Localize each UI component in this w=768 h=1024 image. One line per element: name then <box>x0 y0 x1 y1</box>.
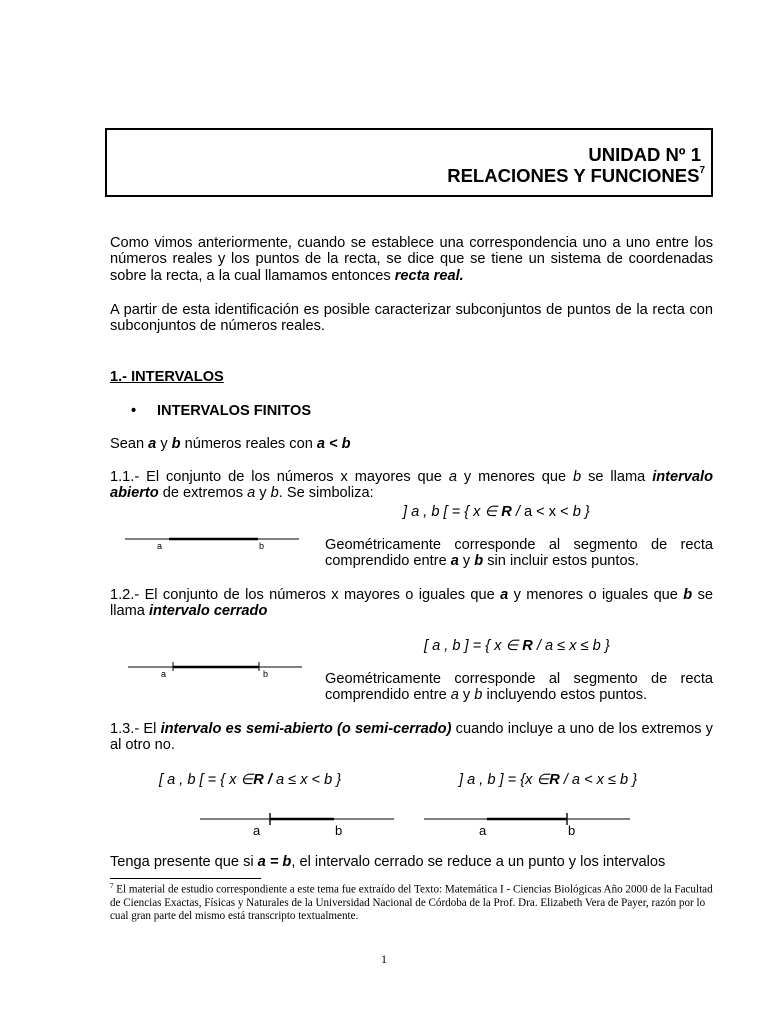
label-a: a <box>253 823 261 838</box>
open-interval-formula: ] a , b [ = { x ∈ R / a < x < b } <box>403 504 590 520</box>
open-interval-description: Geométricamente corresponde al segmento de recta comprendido entre a y b sin incluir estos puntos. <box>325 537 713 570</box>
label-a: a <box>161 669 167 679</box>
label-b: b <box>259 541 265 551</box>
label-b: b <box>263 669 269 679</box>
bullet-item: • INTERVALOS FINITOS <box>131 403 312 419</box>
open-interval-definition: 1.1.- El conjunto de los números x mayores que a y menores que b se llama intervalo abierto de extremos a y b. Se simboliza: <box>110 469 714 502</box>
half-open-left-formula: [ a , b [ = { x ∈R / a ≤ x < b } <box>159 772 342 788</box>
closed-interval-formula: [ a , b ] = { x ∈ R / a ≤ x ≤ b } <box>424 638 610 654</box>
bullet-icon: • <box>131 403 137 419</box>
section-heading: 1.- INTERVALOS <box>110 369 224 385</box>
label-a: a <box>479 823 487 838</box>
label-b: b <box>568 823 576 838</box>
half-open-right-diagram <box>424 812 634 832</box>
closed-interval-definition: 1.2.- El conjunto de los números x mayores o iguales que a y menores o iguales que b se llama intervalo cerrado <box>110 587 714 620</box>
closed-interval-description: Geométricamente corresponde al segmento de recta comprendido entre a y b incluyendo estos puntos. <box>325 671 713 704</box>
closed-interval-diagram <box>128 660 308 680</box>
half-open-interval-definition: 1.3.- El intervalo es semi-abierto (o semi-cerrado) cuando incluye a uno de los extremos y al otro no. <box>110 721 713 754</box>
intro-paragraph-2: A partir de esta identificación es posible caracterizar subconjuntos de puntos de la recta con subconjuntos de números reales. <box>110 302 713 335</box>
half-open-right-formula: ] a , b ] = {x ∈R / a < x ≤ b } <box>459 772 638 788</box>
footnote-separator <box>110 878 261 879</box>
title-box <box>105 128 713 197</box>
footnote: $^7$ El material de estudio correspondiente a este tema fue extraído del Texto: Matemática I - Ciencias Biológicas Año 2000 de la Facultad de Ciencias Exactas, Físicas y Naturales de la Universidad Nacional de Córdoba de la Prof. Dra. Elizabeth Vera de Payer, razón por lo cual gran parte del mismo está transcripto textualmente. <box>110 882 713 923</box>
unit-heading: UNIDAD Nº 1 <box>588 144 701 165</box>
sean-line: Sean a y b números reales con a < b <box>110 436 351 452</box>
open-interval-diagram <box>125 532 305 552</box>
page-number: 1 <box>381 952 387 966</box>
half-open-left-diagram <box>200 812 400 832</box>
closing-paragraph: Tenga presente que si a = b, el intervalo cerrado se reduce a un punto y los intervalos <box>110 854 666 870</box>
intro-paragraph-1: Como vimos anteriormente, cuando se establece una correspondencia uno a uno entre los números reales y los puntos de la recta, se dice que se tiene un sistema de coordenadas sobre la recta, a la cual llamamos entonces recta real. <box>110 235 713 284</box>
label-b: b <box>335 823 343 838</box>
label-a: a <box>157 541 163 551</box>
page-title: RELACIONES Y FUNCIONES$^7$ <box>447 164 705 186</box>
footnote-ref: 7 <box>699 164 705 176</box>
